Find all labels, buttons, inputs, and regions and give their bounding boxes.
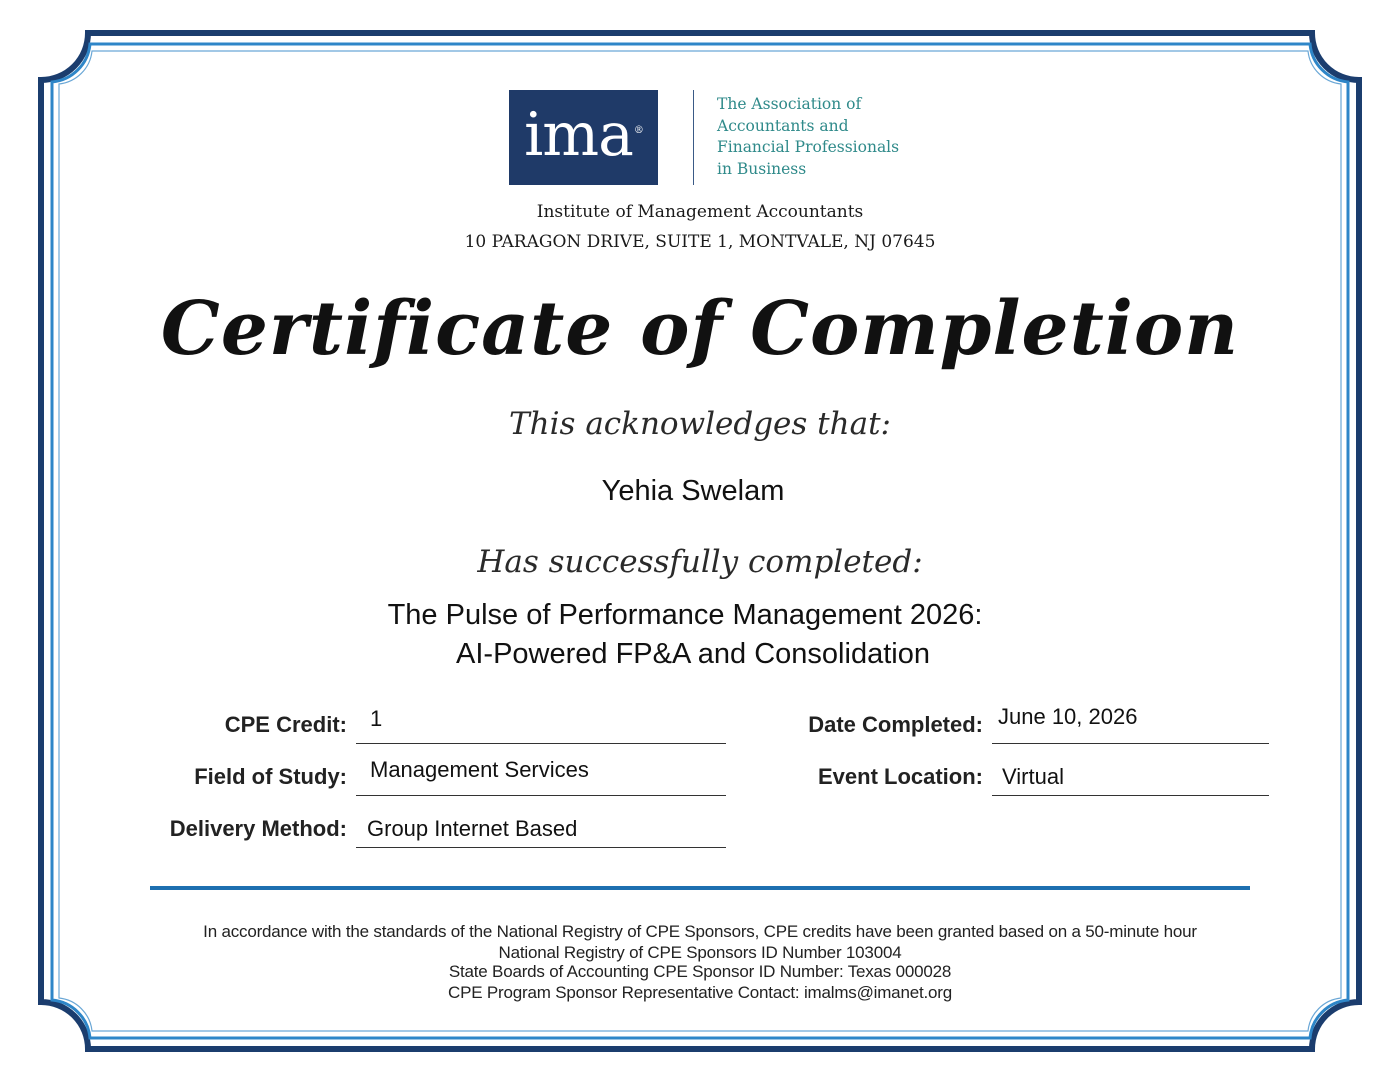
organization-name: Institute of Management Accountants — [536, 202, 864, 222]
footer-line: In accordance with the standards of the National Registry of CPE Sponsors, CPE credits have been granted based on a 50-minute hour — [203, 922, 1197, 941]
cpe-credit-underline — [356, 743, 726, 744]
organization-address: 10 PARAGON DRIVE, SUITE 1, MONTVALE, NJ 07645 — [464, 232, 936, 252]
certificate-title: Certificate of Completion — [160, 286, 1240, 372]
tagline-line: The Association of — [717, 95, 862, 113]
logo-tagline — [717, 94, 899, 180]
logo-divider — [693, 90, 694, 185]
field-of-study-value: Management Services — [370, 757, 589, 782]
delivery-method-underline — [356, 847, 726, 848]
footer-line: State Boards of Accounting CPE Sponsor ID Number: Texas 000028 — [448, 962, 952, 981]
tagline-line: Accountants and — [717, 116, 849, 135]
event-location-value: Virtual — [1002, 764, 1064, 789]
tagline-line: Financial Professionals — [717, 138, 900, 156]
cpe-credit-value: 1 — [370, 706, 383, 731]
inner-thin-frame — [59, 51, 1341, 1031]
course-title-line: AI-Powered FP&A and Consolidation — [456, 638, 930, 670]
outer-frame — [41, 33, 1359, 1049]
ima-logo — [509, 90, 658, 185]
footer-line: CPE Program Sponsor Representative Contact: imalms@imanet.org — [448, 983, 952, 1002]
cpe-credit-label: CPE Credit: — [224, 712, 347, 737]
date-completed-label: Date Completed: — [808, 712, 983, 737]
delivery-method-value: Group Internet Based — [367, 816, 578, 841]
completed-text: Has successfully completed: — [477, 544, 923, 580]
course-title-line: The Pulse of Performance Management 2026: — [387, 599, 983, 631]
date-completed-value: June 10, 2026 — [998, 704, 1138, 729]
acknowledges-text: This acknowledges that: — [509, 406, 891, 442]
recipient-name: Yehia Swelam — [601, 475, 785, 507]
event-location-label: Event Location: — [817, 764, 983, 789]
footer-line: National Registry of CPE Sponsors ID Number 103004 — [498, 943, 902, 962]
date-completed-underline — [992, 743, 1269, 744]
section-divider — [150, 886, 1250, 890]
event-location-underline — [992, 795, 1269, 796]
ima-logo-wordmark: ima® — [524, 99, 643, 170]
field-of-study-underline — [356, 795, 726, 796]
tagline-line: in Business — [717, 159, 807, 178]
field-of-study-label: Field of Study: — [194, 764, 347, 789]
delivery-method-label: Delivery Method: — [169, 816, 347, 841]
